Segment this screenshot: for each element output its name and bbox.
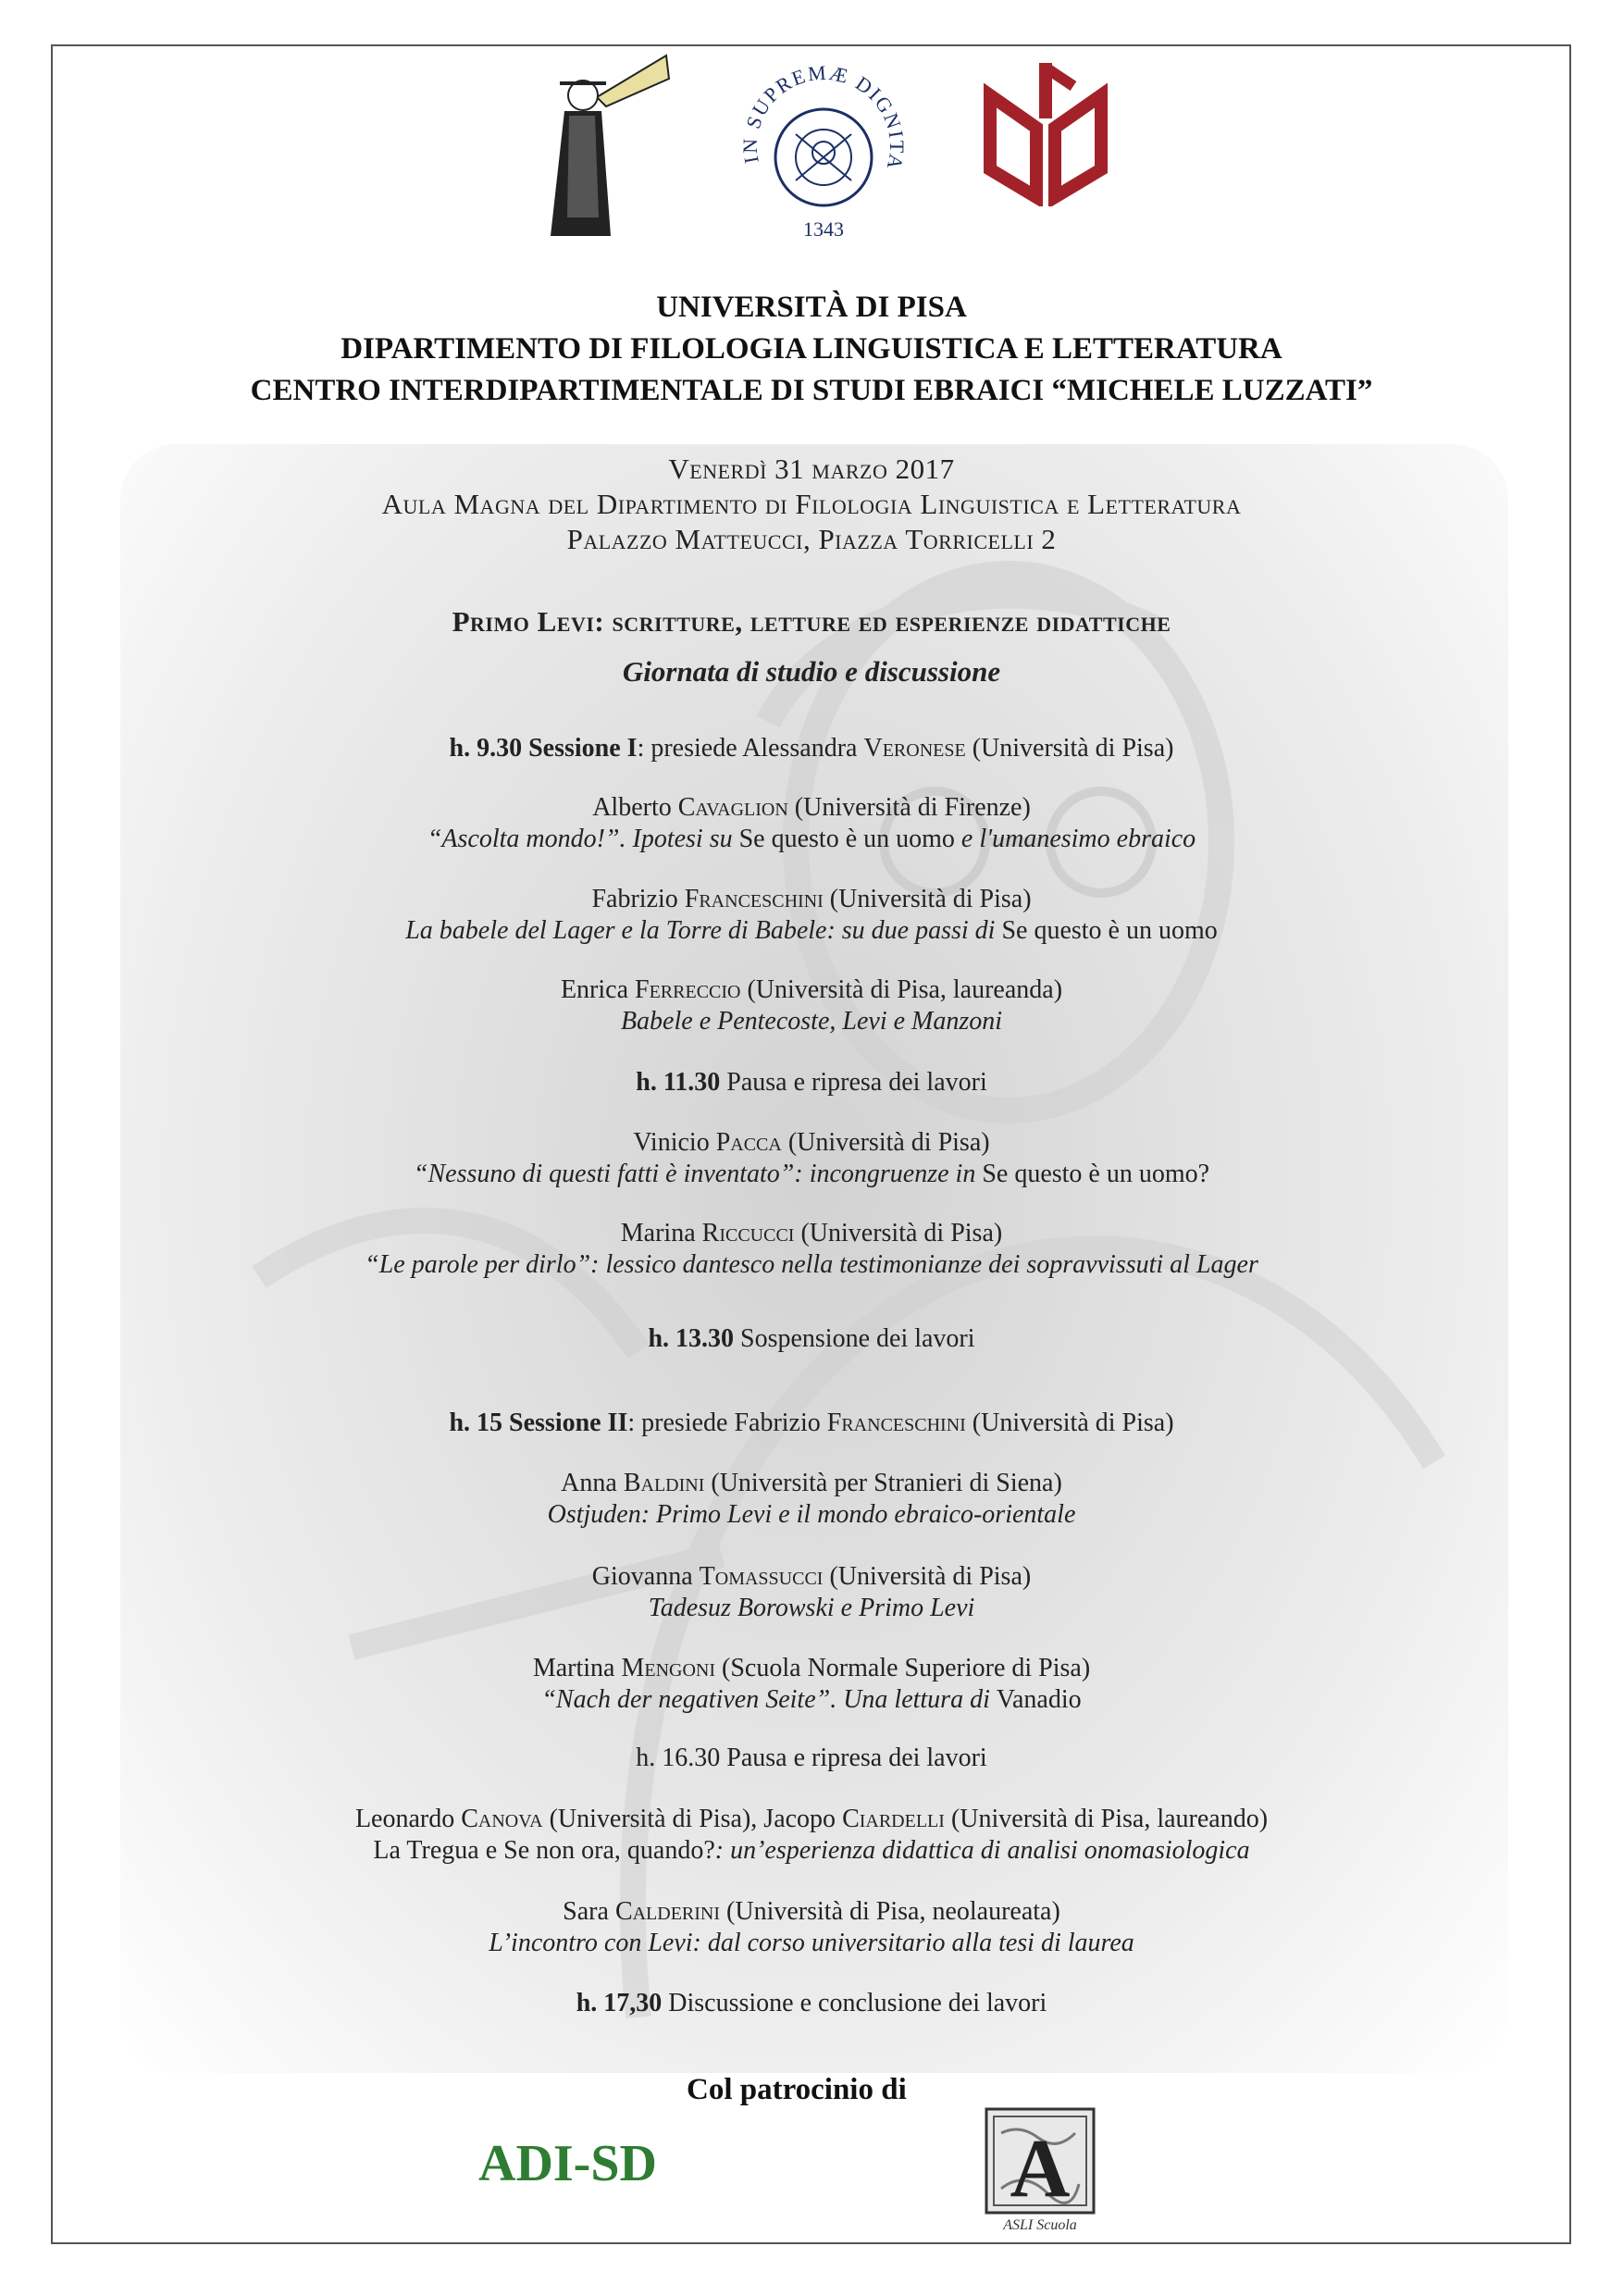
- talk-8: Martina Mengoni (Scuola Normale Superiore di Pisa) “Nach der negativen Seite”. Una lettura di Vanadio: [532, 1654, 1091, 1714]
- asli-scuola-logo: [983, 2105, 1097, 2235]
- break-2: h. 16.30 Pausa e ripresa dei lavori: [636, 1744, 987, 1772]
- closing: h. 17,30 Discussione e conclusione dei lavori: [576, 1989, 1047, 2017]
- event-date: Venerdì 31 marzo 2017: [668, 453, 955, 485]
- event-venue: Aula Magna del Dipartimento di Filologia Linguistica e Letteratura: [381, 488, 1242, 520]
- center-name: CENTRO INTERDIPARTIMENTALE DI STUDI EBRAICI “MICHELE LUZZATI”: [250, 374, 1373, 407]
- event-subtitle: Giornata di studio e discussione: [622, 655, 1001, 688]
- university-name: UNIVERSITÀ DI PISA: [656, 291, 967, 324]
- talk-4: Vinicio Pacca (Università di Pisa) “Nessuno di questi fatti è inventato”: incongruenze in Se questo è un uomo?: [413, 1128, 1210, 1188]
- event-title: Primo Levi: scritture, letture ed esperienze didattiche: [452, 605, 1171, 638]
- svg-text:A: A: [1010, 2123, 1071, 2215]
- break-1: h. 11.30 Pausa e ripresa dei lavori: [636, 1068, 987, 1097]
- university-seal-logo: [731, 60, 916, 245]
- talk-5: Marina Riccucci (Università di Pisa) “Le parole per dirlo”: lessico dantesco nella testimonianze dei sopravvissuti al Lager: [365, 1219, 1258, 1279]
- book-logo: [981, 58, 1110, 206]
- department-name: DIPARTIMENTO DI FILOLOGIA LINGUISTICA E LETTERATURA: [341, 332, 1282, 366]
- session-1-header: h. 9.30 Sessione I: presiede Alessandra Veronese (Università di Pisa): [449, 734, 1174, 763]
- talk-3: Enrica Ferreccio (Università di Pisa, laureanda) Babele e Pentecoste, Levi e Manzoni: [560, 975, 1063, 1036]
- header: [0, 287, 1623, 412]
- svg-text:1343: 1343: [803, 217, 844, 241]
- event-address: Palazzo Matteucci, Piazza Torricelli 2: [566, 523, 1057, 555]
- talk-2: Fabrizio Franceschini (Università di Pisa) La babele del Lager e la Torre di Babele: su due passi di Se questo è un uomo: [405, 885, 1218, 945]
- talk-10: Sara Calderini (Università di Pisa, neolaureata) L’incontro con Levi: dal corso universitario alla tesi di laurea: [489, 1897, 1134, 1957]
- session-2-header: h. 15 Sessione II: presiede Fabrizio Franceschini (Università di Pisa): [449, 1409, 1174, 1437]
- talk-9: Leonardo Canova (Università di Pisa), Jacopo Ciardelli (Università di Pisa, laureando) La Tregua e Se non ora, quando?: un’esperienza didattica di analisi onomasiologica: [354, 1805, 1269, 1865]
- talk-7: Giovanna Tomassucci (Università di Pisa) Tadesuz Borowski e Primo Levi: [591, 1562, 1032, 1622]
- svg-text:ASLI Scuola: ASLI Scuola: [1003, 2217, 1077, 2233]
- adi-sd-logo: ADI-SD: [478, 2135, 657, 2192]
- talk-6: Anna Baldini (Università per Stranieri di Siena) Ostjuden: Primo Levi e il mondo ebraico-orientale: [547, 1469, 1076, 1529]
- patronage-label: Col patrocinio di: [687, 2073, 907, 2106]
- talk-1: Alberto Cavaglion (Università di Firenze) “Ascolta mondo!”. Ipotesi su Se questo è un uomo e l'umanesimo ebraico: [427, 793, 1196, 853]
- suspension: h. 13.30 Sospensione dei lavori: [648, 1324, 975, 1353]
- horn-figure-logo: [532, 51, 671, 245]
- svg-text:IN SUPREMÆ DIGNITATIS: IN SUPREMÆ DIGNITA: [737, 60, 910, 171]
